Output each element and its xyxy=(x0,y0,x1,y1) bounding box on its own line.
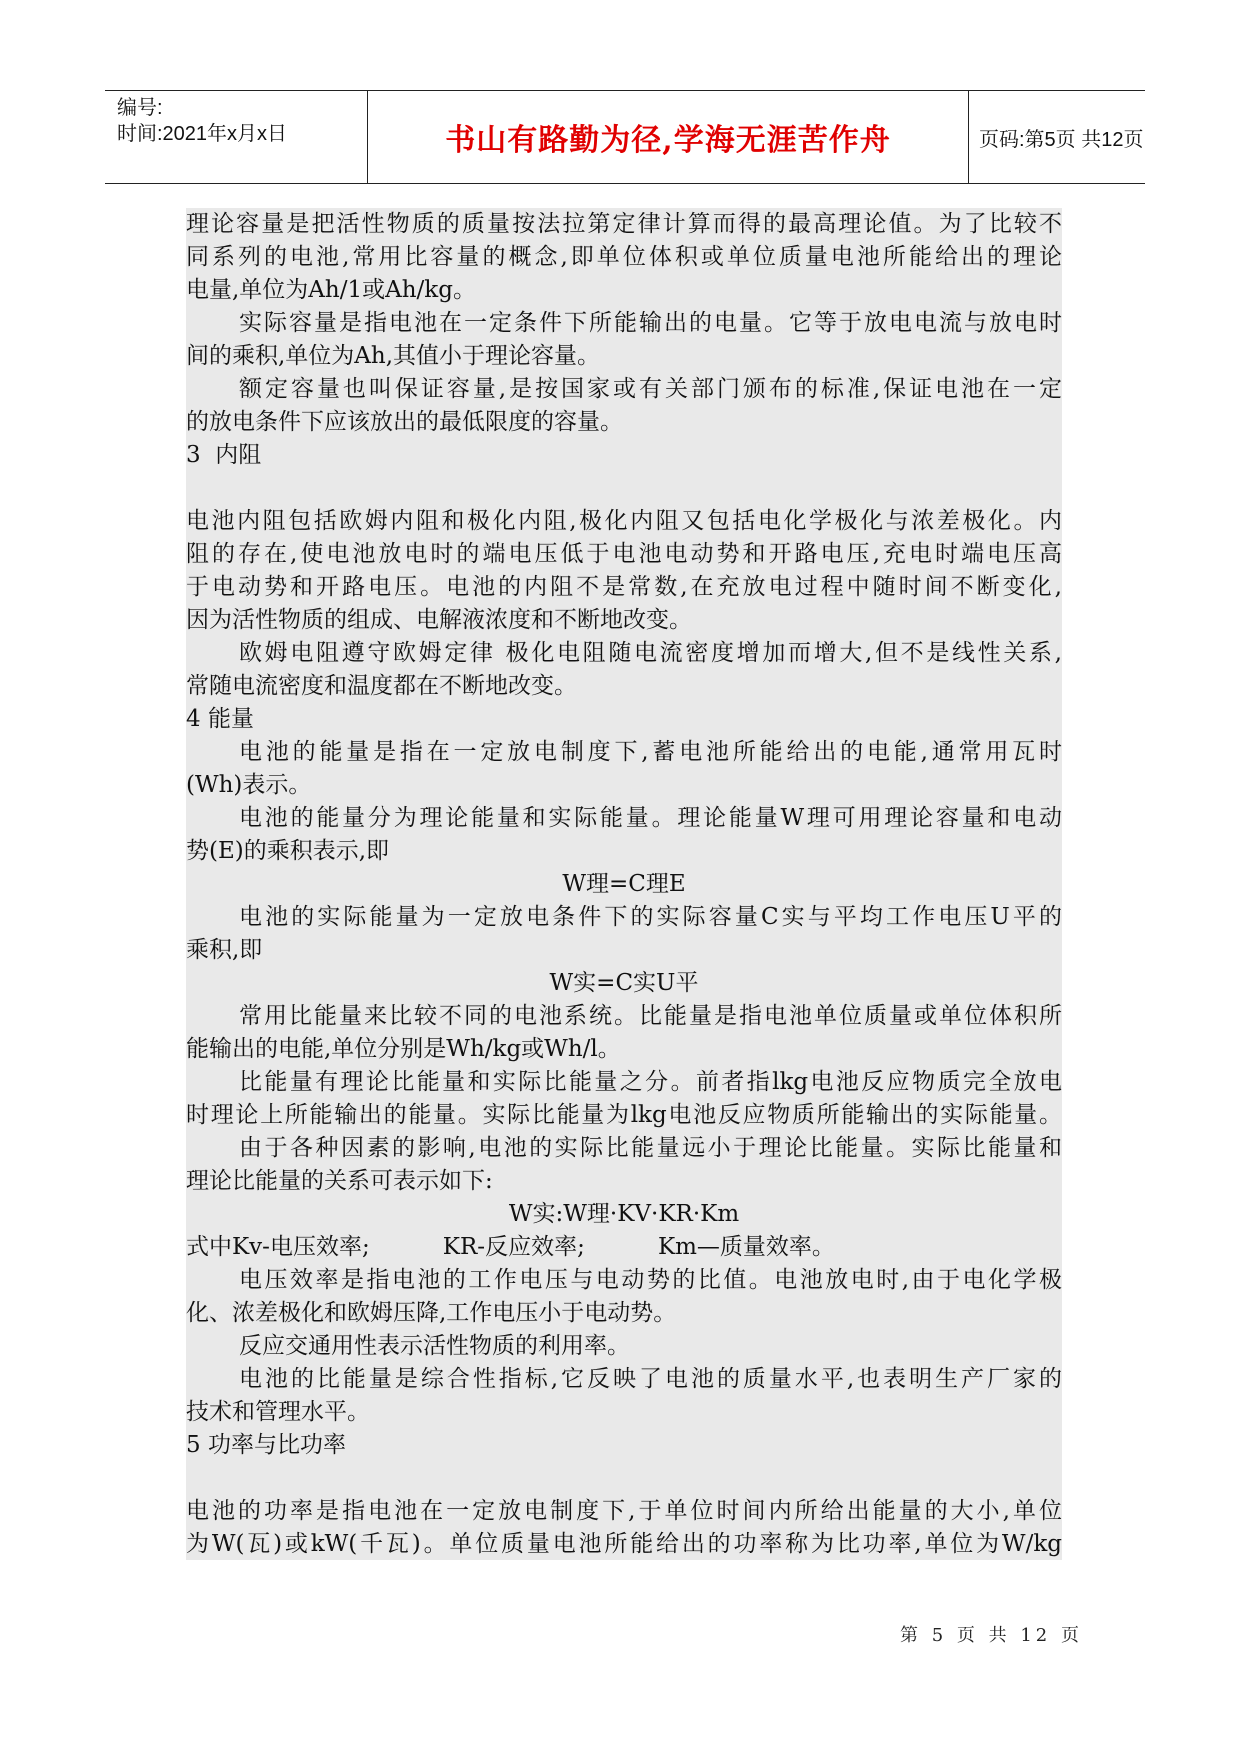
body-line: 理论比能量的关系可表示如下: xyxy=(186,1168,493,1194)
body-line: 电池的能量分为理论能量和实际能量。理论能量W理可用理论容量和电动 xyxy=(239,805,1062,831)
body-line: 额定容量也叫保证容量,是按国家或有关部门颁布的标准,保证电池在一定 xyxy=(239,376,1062,402)
body-line: 反应交通用性表示活性物质的利用率。 xyxy=(239,1333,630,1359)
body-line: 间的乘积,单位为Ah,其值小于理论容量。 xyxy=(186,343,601,369)
section-heading: 4 能量 xyxy=(186,706,254,732)
header-motto: 书山有路勤为径,学海无涯苦作舟 xyxy=(368,91,969,183)
page-footer: 第 5 页 共 12 页 xyxy=(900,1625,1083,1646)
header-page-number: 页码:第5页 共12页 xyxy=(979,128,1144,151)
body-line: 于电动势和开路电压。电池的内阻不是常数,在充放电过程中随时间不断变化, xyxy=(186,574,1062,600)
body-line: 电量,单位为Ah/1或Ah/kg。 xyxy=(186,277,476,303)
body-line: 能输出的电能,单位分别是Wh/kg或Wh/l。 xyxy=(186,1036,621,1062)
page-header xyxy=(105,90,1145,184)
body-line: 的放电条件下应该放出的最低限度的容量。 xyxy=(186,409,623,435)
formula-line: W实=C实U平 xyxy=(549,970,699,996)
body-line: 电池的比能量是综合性指标,它反映了电池的质量水平,也表明生产厂家的 xyxy=(239,1366,1062,1392)
body-line: 时理论上所能输出的能量。实际比能量为lkg电池反应物质所能输出的实际能量。 xyxy=(186,1102,1062,1128)
body-line: 实际容量是指电池在一定条件下所能输出的电量。它等于放电电流与放电时 xyxy=(239,310,1062,336)
body-line: 式中Kv-电压效率; KR-反应效率; Km—质量效率。 xyxy=(186,1234,835,1260)
body-line: 由于各种因素的影响,电池的实际比能量远小于理论比能量。实际比能量和 xyxy=(239,1135,1062,1161)
section-heading: 5 功率与比功率 xyxy=(186,1432,346,1458)
header-info-cell xyxy=(105,91,368,183)
body-line: 电池的能量是指在一定放电制度下,蓄电池所能给出的电能,通常用瓦时 xyxy=(239,739,1062,765)
body-line: 电压效率是指电池的工作电压与电动势的比值。电池放电时,由于电化学极 xyxy=(239,1267,1062,1293)
body-line: 为W(瓦)或kW(千瓦)。单位质量电池所能给出的功率称为比功率,单位为W/kg xyxy=(186,1531,1062,1557)
body-line: 同系列的电池,常用比容量的概念,即单位体积或单位质量电池所能给出的理论 xyxy=(186,244,1062,270)
body-line: 势(E)的乘积表示,即 xyxy=(186,838,390,864)
body-line: 技术和管理水平。 xyxy=(186,1399,370,1425)
document-body xyxy=(186,208,1062,1560)
document-number-label: 编号: xyxy=(117,97,163,119)
body-line: 阻的存在,使电池放电时的端电压低于电池电动势和开路电压,充电时端电压高 xyxy=(186,541,1062,567)
body-line: (Wh)表示。 xyxy=(186,772,312,798)
body-line: 电池内阻包括欧姆内阻和极化内阻,极化内阻又包括电化学极化与浓差极化。内 xyxy=(186,508,1062,534)
section-heading: 3 内阻 xyxy=(186,442,262,468)
formula-line: W理=C理E xyxy=(562,871,686,897)
body-line: 比能量有理论比能量和实际比能量之分。前者指lkg电池反应物质完全放电 xyxy=(239,1069,1062,1095)
body-line: 乘积,即 xyxy=(186,937,263,963)
body-line: 因为活性物质的组成、电解液浓度和不断地改变。 xyxy=(186,607,692,633)
formula-line: W实:W理·KV·KR·Km xyxy=(508,1201,740,1227)
body-line: 常用比能量来比较不同的电池系统。比能量是指电池单位质量或单位体积所 xyxy=(239,1003,1062,1029)
document-time-label: 时间:2021年x月x日 xyxy=(117,123,288,145)
body-line: 常随电流密度和温度都在不断地改变。 xyxy=(186,673,577,699)
body-line: 电池的功率是指电池在一定放电制度下,于单位时间内所给出能量的大小,单位 xyxy=(186,1498,1062,1524)
body-line: 理论容量是把活性物质的质量按法拉第定律计算而得的最高理论值。为了比较不 xyxy=(186,211,1062,237)
body-line: 欧姆电阻遵守欧姆定律 极化电阻随电流密度增加而增大,但不是线性关系, xyxy=(239,640,1062,666)
body-line: 化、浓差极化和欧姆压降,工作电压小于电动势。 xyxy=(186,1300,677,1326)
body-line: 电池的实际能量为一定放电条件下的实际容量C实与平均工作电压U平的 xyxy=(239,904,1062,930)
